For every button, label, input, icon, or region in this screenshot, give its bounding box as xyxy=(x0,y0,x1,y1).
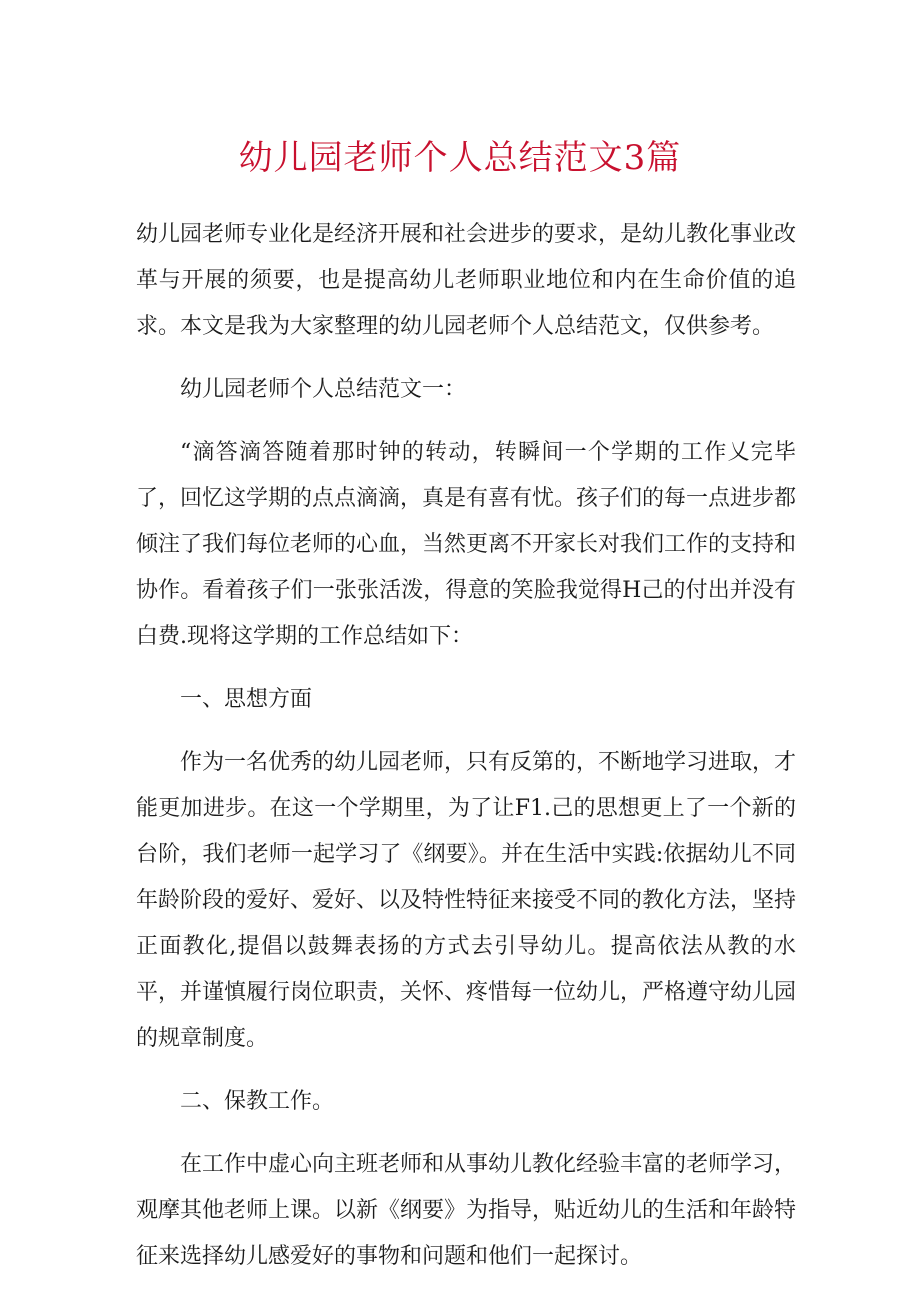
section-heading-thought: 一、思想方面 xyxy=(180,687,313,712)
section-heading-care-education: 二、保教工作。 xyxy=(180,1089,335,1114)
section-heading-sample-one: 幼儿园老师个人总结范文一： xyxy=(180,377,467,402)
intro-paragraph: 幼儿园老师专业化是经济开展和社会进步的要求，是幼儿教化事业改革与开展的须要，也是提高幼儿老师职业地位和内在生命价值的追求。本文是我为大家整理的幼儿园老师个人总结范文，仅供参考。 xyxy=(136,222,797,339)
document-title: 幼儿园老师个人总结范文3篇 xyxy=(238,138,682,178)
document-body xyxy=(136,212,796,1297)
care-education-paragraph: 在工作中虚心向主班老师和从事幼儿教化经验丰富的老师学习，观摩其他老师上课。以新《纲要》为指导，贴近幼儿的生活和年龄特征来选择幼儿感爱好的事物和问题和他们一起探讨。 xyxy=(136,1152,797,1269)
thought-paragraph: 作为一名优秀的幼儿园老师，只有反第的，不断地学习进取，才能更加进步。在这一个学期里，为了让F1.己的思想更上了一个新的台阶，我们老师一起学习了《纲要》。并在生活中实践:依据幼儿不同年龄阶段的爱好、爱好、以及特性特征来接受不同的教化方法，坚持正面教化,提倡以鼓舞表扬的方式去引导幼儿。提高依法从教的水平，并谨慎履行岗位职责，关怀、疼惜每一位幼儿，严格遵守幼儿园的规章制度。 xyxy=(136,750,797,1051)
opening-paragraph: “滴答滴答随着那时钟的转动，转瞬间一个学期的工作乂完毕了，回忆这学期的点点滴滴，真是有喜有忧。孩子们的每一点进步都倾注了我们每位老师的心血，当然更离不开家长对我们工作的支持和协作。看着孩子们一张张活泼，得意的笑脸我觉得H己的付出并没有白费.现将这学期的工作总结如下： xyxy=(136,440,797,649)
